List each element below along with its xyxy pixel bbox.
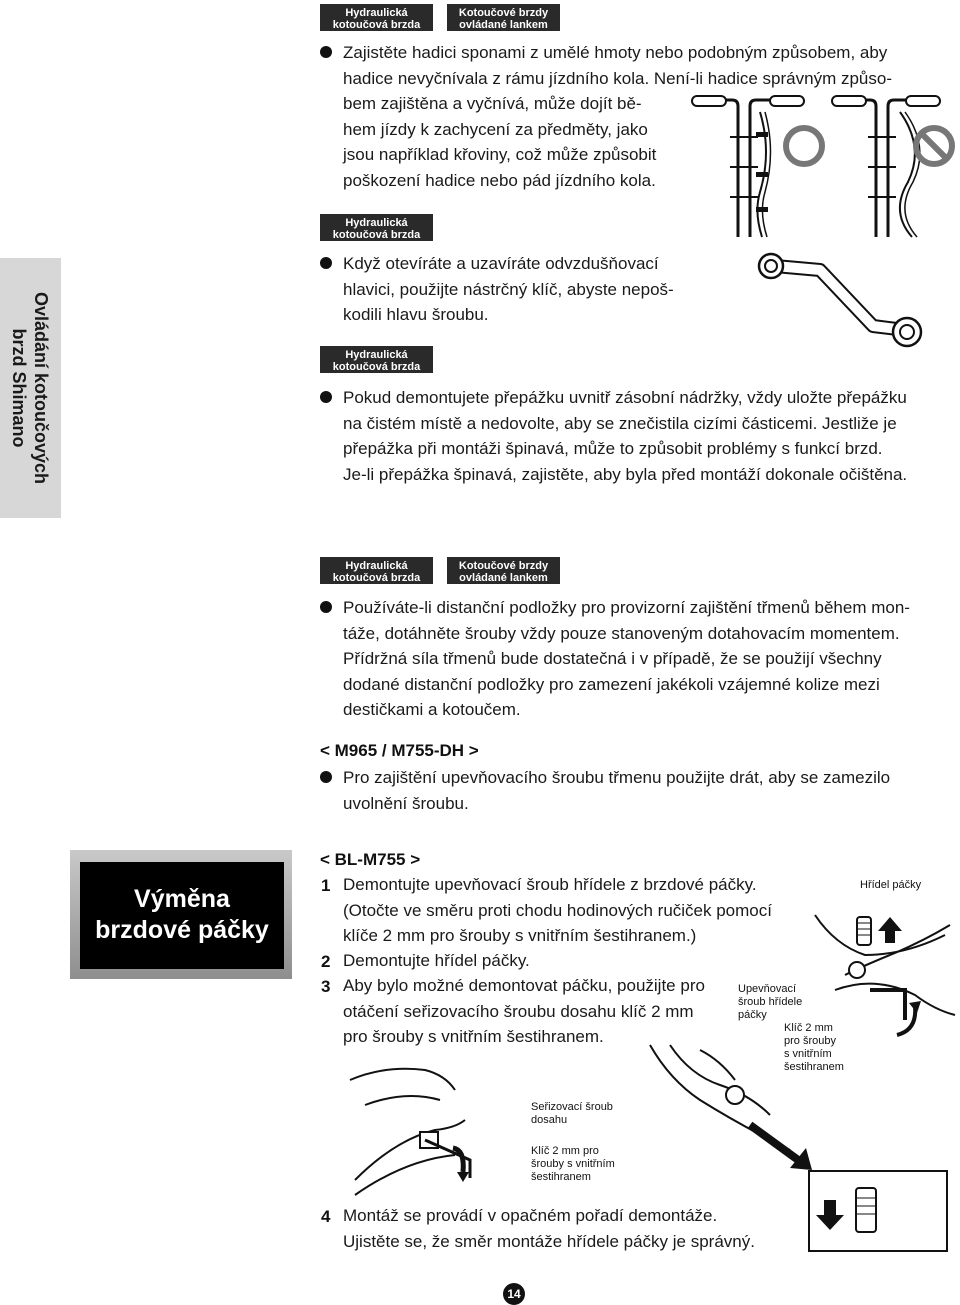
caption-line: šestihranem [784, 1061, 844, 1073]
caption-line: Hřídel páčky [860, 879, 922, 891]
paragraph-line: kodili hlavu šroubu. [343, 305, 489, 324]
paragraph-line: přepážka při montáži špinavá, může to způsobit problémy s funkcí brzd. [343, 439, 883, 458]
paragraph-line: Pro zajištění upevňovacího šroubu třmenu použijte drát, aby se zamezilo [343, 768, 891, 787]
bullet-icon [320, 46, 332, 58]
paragraph-line: dodané distanční podložky pro zamezení jakékoli vzájemné kolize mezi [343, 674, 880, 694]
tag-line: Hydraulická [345, 560, 408, 572]
tag-line: Hydraulická [345, 7, 408, 19]
lever-removal-illustration [640, 1040, 820, 1170]
m965-heading: < M965 / M755-DH > [320, 741, 479, 760]
bleed-nipple-paragraph [343, 251, 674, 328]
caption-line: Seřizovací šroub [531, 1101, 613, 1113]
step-line: Ujistěte se, že směr montáže hřídele páčky je správný. [343, 1231, 755, 1251]
step-number: 2 [321, 952, 331, 971]
step-line: klíče 2 mm pro šrouby s vnitřním šestihranem.) [343, 926, 697, 945]
paragraph-line: hem jízdy k zachycení za předměty, jako [343, 119, 648, 139]
spacer-paragraph [343, 595, 910, 723]
bullet-icon [320, 771, 332, 783]
shaft-direction-box [808, 1170, 948, 1252]
step-line: (Otočte ve směru proti chodu hodinových ručiček pomocí [343, 900, 772, 920]
paragraph-line: táže, dotáhněte šrouby vždy pouze stanoveným dotahovacím momentem. [343, 623, 900, 643]
prohibited-icon [912, 124, 956, 168]
tag-cable-disc-brake [447, 4, 560, 31]
step-text [343, 872, 772, 949]
bullet-icon [320, 257, 332, 269]
side-chapter-tab [0, 258, 61, 518]
step-line: pro šrouby s vnitřním šestihranem. [343, 1027, 604, 1046]
paragraph-line: Přídržná síla třmenů bude dostatečná i v případě, že se použijí všechny [343, 649, 882, 668]
step-number: 4 [321, 1207, 331, 1226]
paragraph-line: Když otevíráte a uzavíráte odvzdušňovací [343, 254, 659, 273]
section-title-line: brzdové páčky [95, 916, 269, 944]
tag-line: Kotoučové brzdy [458, 560, 549, 572]
caption-line: dosahu [531, 1114, 568, 1126]
diaphragm-paragraph [343, 385, 907, 487]
paragraph-line: jsou například křoviny, což může způsobit [343, 145, 657, 164]
bullet-icon [320, 391, 332, 403]
step-line: otáčení seřizovacího šroubu dosahu klíč 2 mm [343, 1001, 694, 1021]
step-line: Demontujte upevňovací šroub hřídele z brzdové páčky. [343, 875, 757, 894]
paragraph-line: Je-li přepážka špinavá, zajistěte, aby byla před montáží dokonale očištěna. [343, 464, 908, 484]
caption-line: šroub hřídele [738, 996, 803, 1008]
tag-hydraulic-disc-brake [320, 346, 433, 373]
lever-shaft-caption [860, 879, 921, 892]
step-text [343, 1203, 755, 1254]
bl-m755-heading: < BL-M755 > [320, 850, 421, 869]
caption-line: s vnitřním [784, 1048, 832, 1060]
step-number: 1 [321, 876, 331, 895]
paragraph-line: na čistém místě a nedovolte, aby se znečistila cizími částicemi. Jestliže je [343, 413, 897, 433]
tag-line: kotoučová brzda [332, 572, 421, 584]
reach-adjust-illustration [345, 1060, 505, 1200]
paragraph-line: Zajistěte hadici sponami z umělé hmoty nebo podobným způsobem, aby [343, 43, 888, 62]
step-number: 3 [321, 977, 331, 996]
bullet-icon [320, 601, 332, 613]
box-wrench-illustration [755, 248, 925, 358]
tag-line: kotoučová brzda [332, 361, 421, 373]
side-tab-line: brzd Shimano [9, 328, 29, 448]
step-line: Aby bylo možné demontovat páčku, použijte pro [343, 976, 705, 995]
tag-cable-disc-brake [447, 557, 560, 584]
side-tab-label [8, 292, 52, 484]
tag-line: Hydraulická [345, 217, 408, 229]
step-text [343, 973, 705, 1050]
caption-line: šestihranem [531, 1171, 591, 1183]
paragraph-line: poškození hadice nebo pád jízdního kola. [343, 170, 656, 190]
tag-line: kotoučová brzda [332, 19, 421, 31]
caption-line: páčky [738, 1009, 767, 1021]
paragraph-line: destičkami a kotoučem. [343, 700, 521, 719]
caption-line: pro šrouby [784, 1035, 836, 1047]
tag-hydraulic-disc-brake [320, 4, 433, 31]
section-title-box [80, 862, 284, 969]
hex-key-caption-bottom [531, 1145, 615, 1184]
page-number: 14 [503, 1283, 525, 1305]
caption-line: Klíč 2 mm [784, 1022, 833, 1034]
paragraph-line: hadice nevyčnívala z rámu jízdního kola. Není-li hadice správným způso- [343, 68, 892, 88]
tag-line: ovládané lankem [459, 19, 548, 31]
caption-line: Upevňovací [738, 983, 797, 995]
paragraph-line: Pokud demontujete přepážku uvnitř zásobní nádržky, vždy uložte přepážku [343, 388, 907, 407]
tag-line: Hydraulická [345, 349, 408, 361]
ok-circle-icon [782, 124, 826, 168]
caption-line: Klíč 2 mm pro [531, 1145, 599, 1157]
tag-hydraulic-disc-brake [320, 214, 433, 241]
section-title-line: Výměna [134, 885, 230, 913]
paragraph-line: hlavici, použijte nástrčný klíč, abyste nepoš- [343, 279, 674, 299]
adjust-screw-caption [531, 1101, 613, 1127]
paragraph-line: Používáte-li distanční podložky pro provizorní zajištění třmenů během mon- [343, 598, 910, 617]
step-line: Montáž se provádí v opačném pořadí demontáže. [343, 1206, 718, 1225]
fix-screw-caption [738, 983, 802, 1022]
tag-line: kotoučová brzda [332, 229, 421, 241]
step-text [343, 948, 530, 974]
tag-hydraulic-disc-brake [320, 557, 433, 584]
caption-line: šrouby s vnitřním [531, 1158, 615, 1170]
paragraph-line: bem zajištěna a vyčnívá, může dojít bě- [343, 94, 642, 113]
tag-line: ovládané lankem [459, 572, 548, 584]
step-line: Demontujte hřídel páčky. [343, 951, 530, 970]
tag-line: Kotoučové brzdy [458, 7, 549, 19]
m965-paragraph [343, 765, 890, 816]
side-tab-line: Ovládání kotoučových [31, 291, 51, 485]
paragraph-line: uvolnění šroubu. [343, 793, 469, 813]
